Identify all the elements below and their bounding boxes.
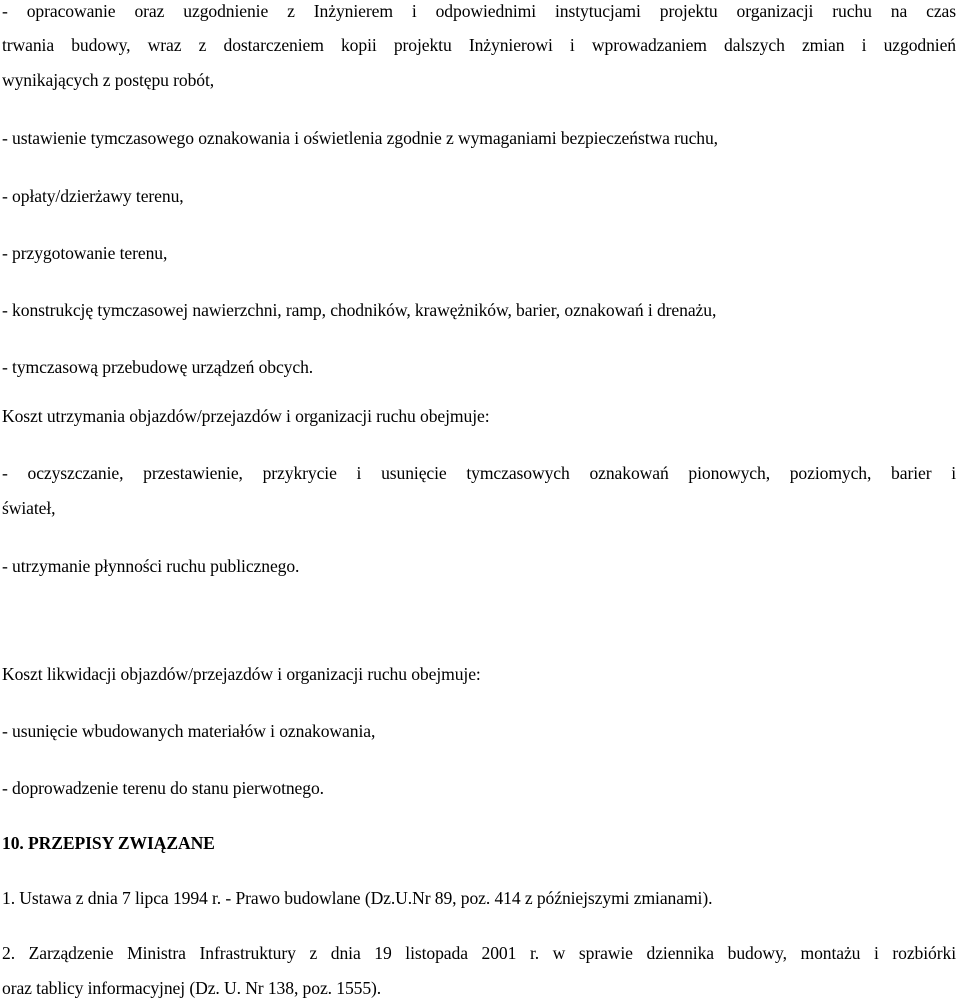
reference-item: 2. Zarządzenie Ministra Infrastruktury z dnia 19 listopada 2001 r. w sprawie dziennika budowy, montażu i rozbiórki	[2, 943, 956, 963]
list-item: - doprowadzenie terenu do stanu pierwotnego.	[2, 778, 324, 798]
paragraph-line: oraz tablicy informacyjnej (Dz. U. Nr 138, poz. 1555).	[2, 978, 382, 998]
reference-item: 1. Ustawa z dnia 7 lipca 1994 r. - Prawo budowlane (Dz.U.Nr 89, poz. 414 z późniejszymi zmianami).	[2, 888, 713, 908]
section-heading: 10. PRZEPISY ZWIĄZANE	[2, 833, 215, 853]
list-item: - konstrukcję tymczasowej nawierzchni, ramp, chodników, krawężników, barier, oznakowań i drenażu,	[2, 300, 717, 320]
paragraph-line: wynikających z postępu robót,	[2, 70, 215, 90]
list-item: - usunięcie wbudowanych materiałów i oznakowania,	[2, 721, 376, 741]
paragraph-line: - opracowanie oraz uzgodnienie z Inżynierem i odpowiednimi instytucjami projektu organizacji ruchu na czas	[2, 1, 956, 21]
list-item: - ustawienie tymczasowego oznakowania i oświetlenia zgodnie z wymaganiami bezpieczeństwa ruchu,	[2, 128, 718, 148]
list-item: - oczyszczanie, przestawienie, przykrycie i usunięcie tymczasowych oznakowań pionowych, poziomych, barier i	[2, 463, 956, 483]
paragraph-line: trwania budowy, wraz z dostarczeniem kopii projektu Inżynierowi i wprowadzaniem dalszych zmian i uzgodnień	[2, 35, 956, 55]
list-item: - tymczasową przebudowę urządzeń obcych.	[2, 357, 314, 377]
list-item: - utrzymanie płynności ruchu publicznego.	[2, 556, 300, 576]
list-item: - opłaty/dzierżawy terenu,	[2, 186, 184, 206]
paragraph: Koszt likwidacji objazdów/przejazdów i organizacji ruchu obejmuje:	[2, 664, 481, 684]
list-item: - przygotowanie terenu,	[2, 243, 168, 263]
paragraph-line: świateł,	[2, 498, 56, 518]
paragraph: Koszt utrzymania objazdów/przejazdów i organizacji ruchu obejmuje:	[2, 406, 490, 426]
